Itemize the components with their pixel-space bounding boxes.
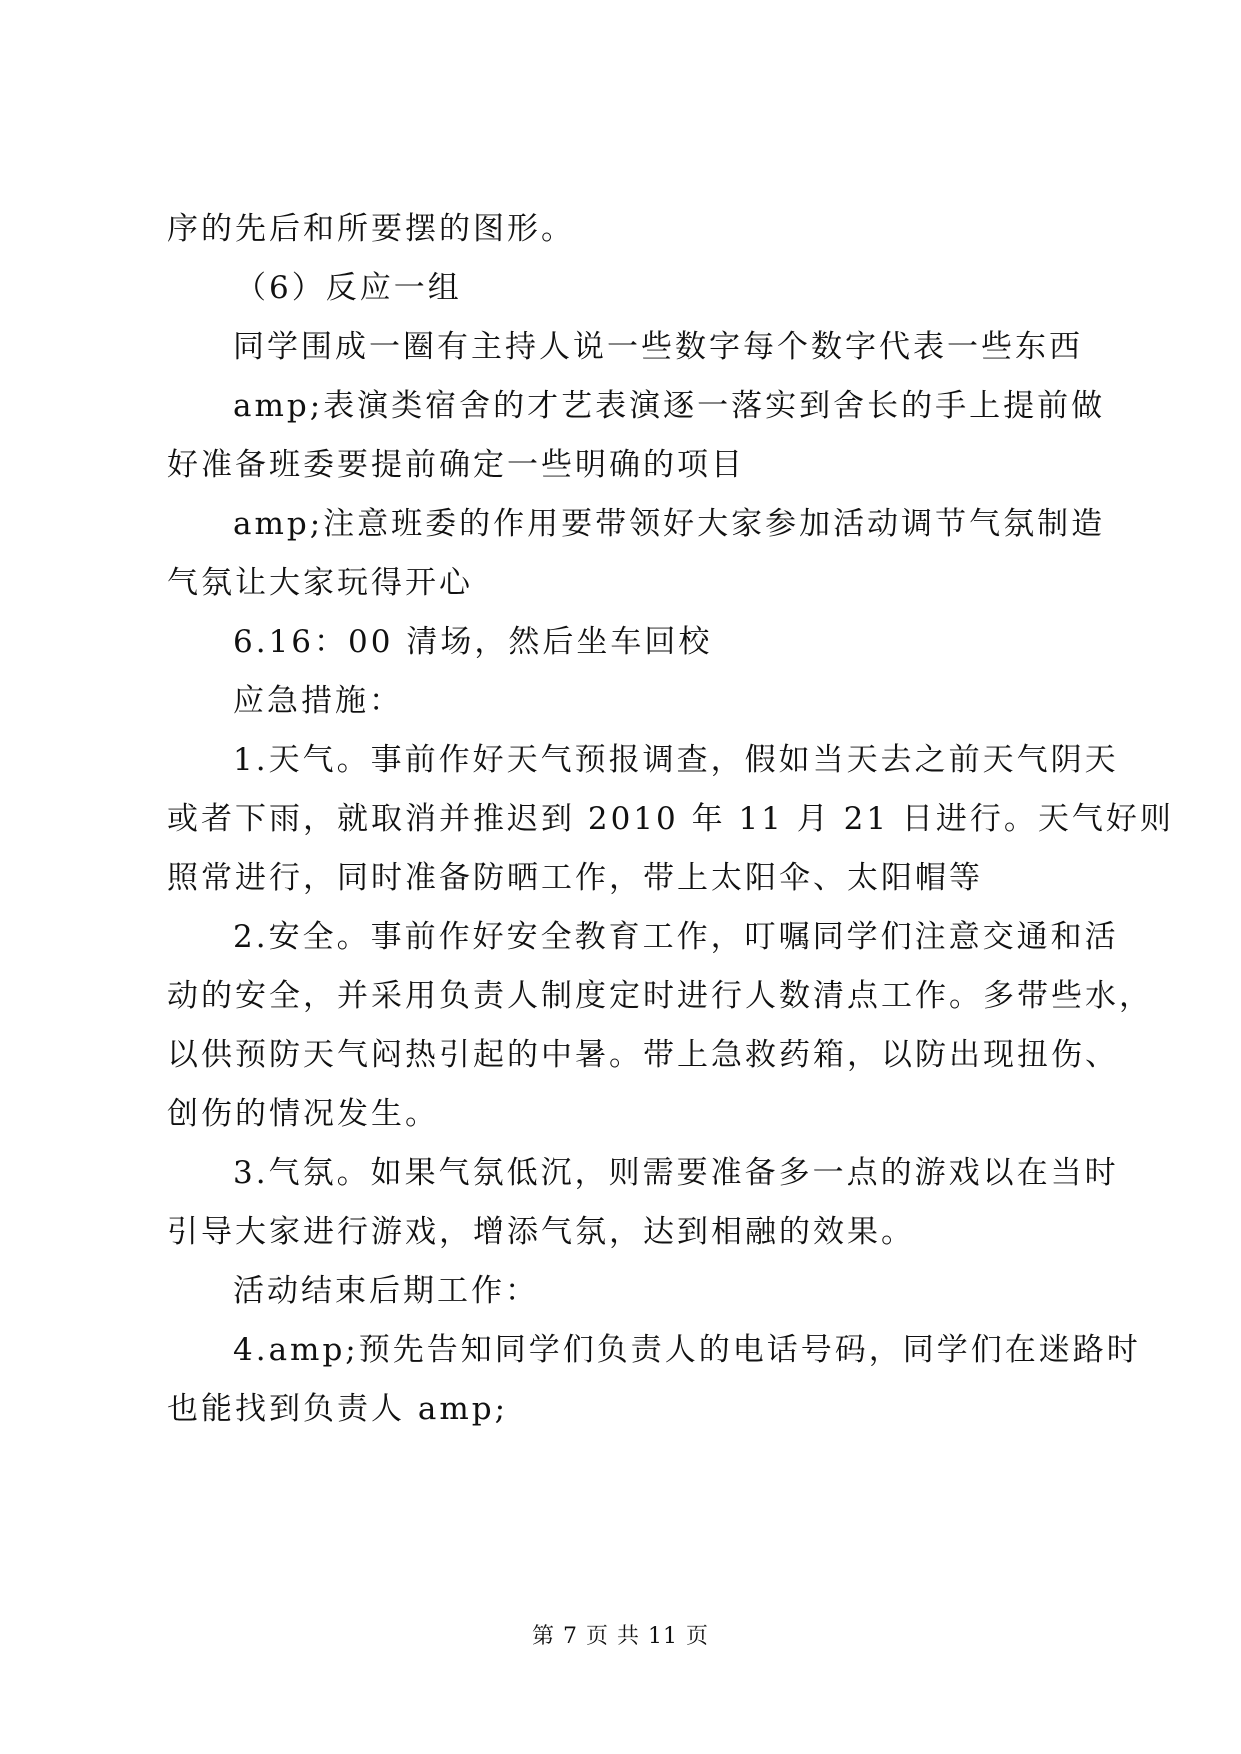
text-line: 照常进行，同时准备防晒工作，带上太阳伞、太阳帽等 [167,860,983,896]
text-line: 好准备班委要提前确定一些明确的项目 [167,447,745,483]
text-line: amp;表演类宿舍的才艺表演逐一落实到舍长的手上提前做 [233,388,1106,424]
text-line: 6.16：00 清场，然后坐车回校 [233,624,713,660]
text-line: 1.天气。事前作好天气预报调查，假如当天去之前天气阴天 [233,742,1119,778]
text-line: 引导大家进行游戏，增添气氛，达到相融的效果。 [167,1214,915,1250]
text-line: 以供预防天气闷热引起的中暑。带上急救药箱，以防出现扭伤、 [167,1037,1119,1073]
text-line: 或者下雨，就取消并推迟到 2010 年 11 月 21 日进行。天气好则 [167,801,1174,837]
text-line: 活动结束后期工作： [233,1273,539,1309]
text-line: 创伤的情况发生。 [167,1096,439,1132]
text-line: amp;注意班委的作用要带领好大家参加活动调节气氛制造 [233,506,1106,542]
text-line: 序的先后和所要摆的图形。 [167,211,575,247]
text-line: 也能找到负责人 amp; [167,1391,509,1427]
text-line: 应急措施： [233,683,403,719]
text-line: 动的安全，并采用负责人制度定时进行人数清点工作。多带些水， [167,978,1153,1014]
document-body [167,200,1174,1439]
text-line: 3.气氛。如果气氛低沉，则需要准备多一点的游戏以在当时 [233,1155,1119,1191]
text-line: 同学围成一圈有主持人说一些数字每个数字代表一些东西 [233,329,1083,365]
page-number-footer: 第 7 页 共 11 页 [532,1624,709,1649]
text-line: 4.amp;预先告知同学们负责人的电话号码，同学们在迷路时 [233,1332,1141,1368]
text-line: 2.安全。事前作好安全教育工作，叮嘱同学们注意交通和活 [233,919,1119,955]
text-line: （6）反应一组 [235,270,462,306]
text-line: 气氛让大家玩得开心 [167,565,473,601]
